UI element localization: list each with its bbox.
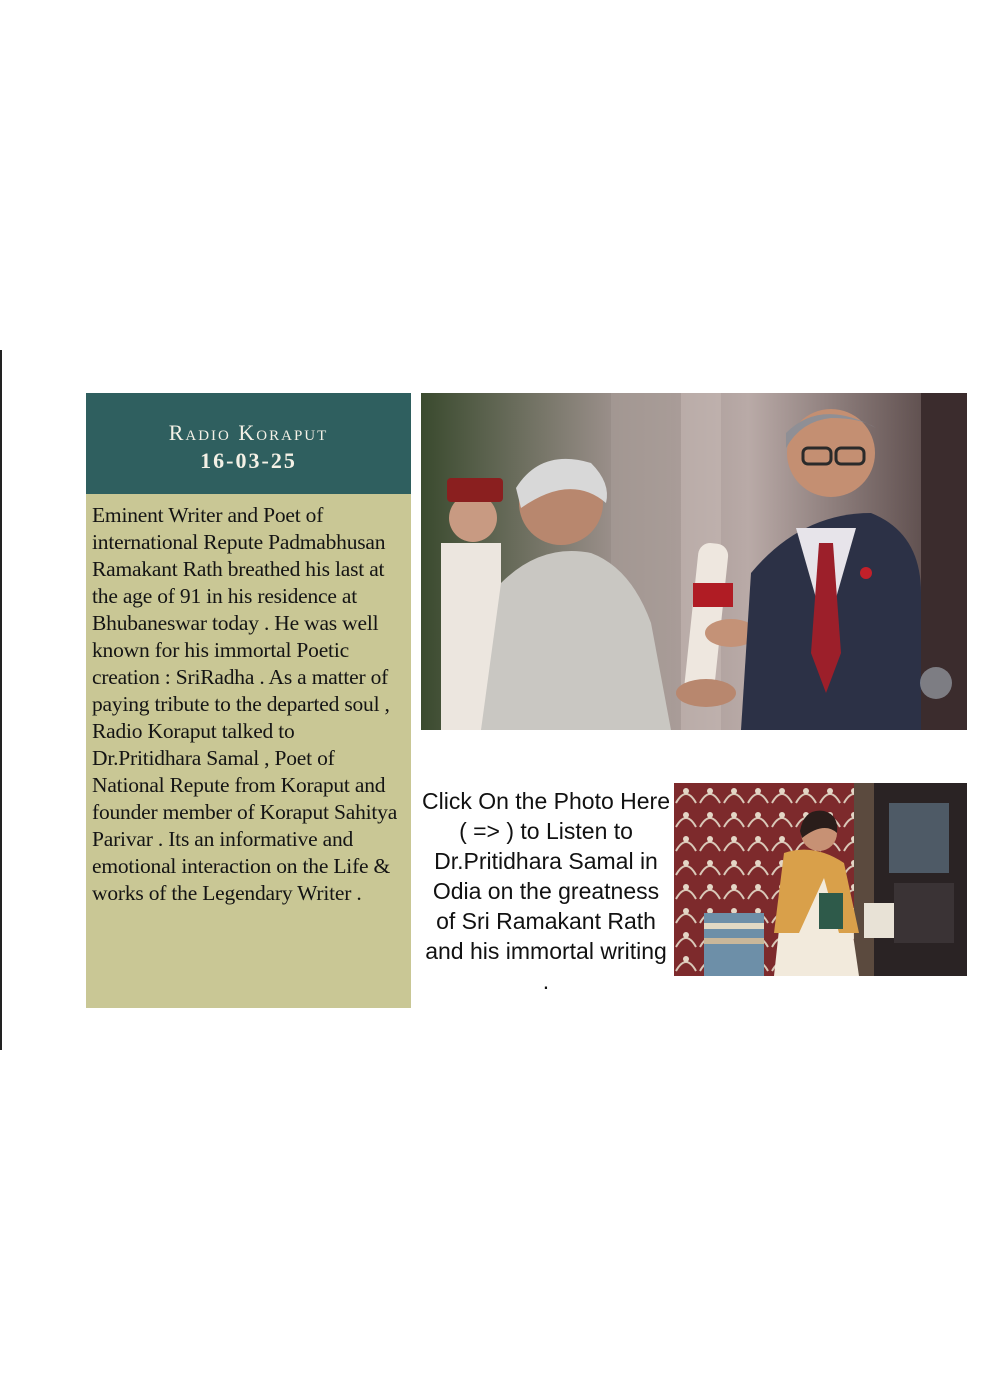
info-panel (86, 393, 411, 1008)
interview-image (674, 783, 967, 976)
award-ceremony-image (421, 393, 967, 730)
award-ceremony-photo (421, 393, 967, 730)
panel-date: 16-03-25 (200, 448, 297, 473)
panel-header (86, 393, 411, 494)
page-edge-rule (0, 350, 2, 1050)
interview-photo-link[interactable] (674, 783, 967, 976)
panel-title: Radio Koraput (168, 420, 329, 445)
listen-instruction-text: Click On the Photo Here ( => ) to Listen to Dr.Pritidhara Samal in Odia on the greatness of Sri Ramakant Rath and his immortal writing . (421, 788, 670, 994)
panel-body-text: Eminent Writer and Poet of international Repute Padmabhusan Ramakant Rath breathed his last at the age of 91 in his residence at Bhubaneswar today . He was well known for his immortal Poetic creation : SriRadha . As a matter of paying tribute to the departed soul , Radio Koraput talked to Dr.Pritidhara Samal , Poet of National Repute from Koraput and founder member of Koraput Sahitya Parivar . Its an informative and emotional interaction on the Life & works of the Legendary Writer . (92, 503, 398, 905)
